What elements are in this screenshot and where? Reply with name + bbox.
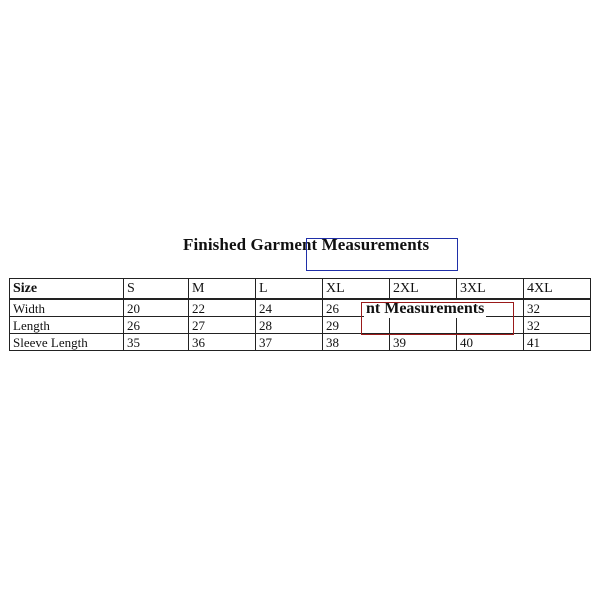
table-cell: 39 [390, 334, 457, 351]
table-cell: 26 [124, 317, 189, 334]
overlay-title-fragment: nt Measurements [366, 300, 485, 317]
row-label: Width [10, 299, 124, 317]
table-cell: 41 [524, 334, 591, 351]
table-cell: 22 [189, 299, 256, 317]
selection-box-red [361, 302, 514, 335]
header-cell: Size [10, 279, 124, 300]
table-cell: 40 [457, 334, 524, 351]
table-cell: 29 [323, 317, 390, 334]
selection-box-blue [306, 238, 458, 271]
table-cell: 38 [323, 334, 390, 351]
table-cell: 20 [124, 299, 189, 317]
table-cell: 35 [124, 334, 189, 351]
table-cell: 27 [189, 317, 256, 334]
table-cell: 32 [524, 299, 591, 317]
header-cell: L [256, 279, 323, 300]
table-cell: 28 [256, 317, 323, 334]
table-cell: 32 [524, 317, 591, 334]
table-row [10, 334, 591, 351]
table-cell: 26 [323, 299, 390, 317]
row-label: Sleeve Length [10, 334, 124, 351]
table-header-row [10, 279, 591, 300]
header-cell: 2XL [390, 279, 457, 300]
table-cell: 36 [189, 334, 256, 351]
header-cell: S [124, 279, 189, 300]
table-cell: 24 [256, 299, 323, 317]
page-title: Finished Garment Measurements [183, 235, 430, 254]
row-label: Length [10, 317, 124, 334]
header-cell: XL [323, 279, 390, 300]
table-cell: 37 [256, 334, 323, 351]
header-cell: 4XL [524, 279, 591, 300]
header-cell: M [189, 279, 256, 300]
header-cell: 3XL [457, 279, 524, 300]
